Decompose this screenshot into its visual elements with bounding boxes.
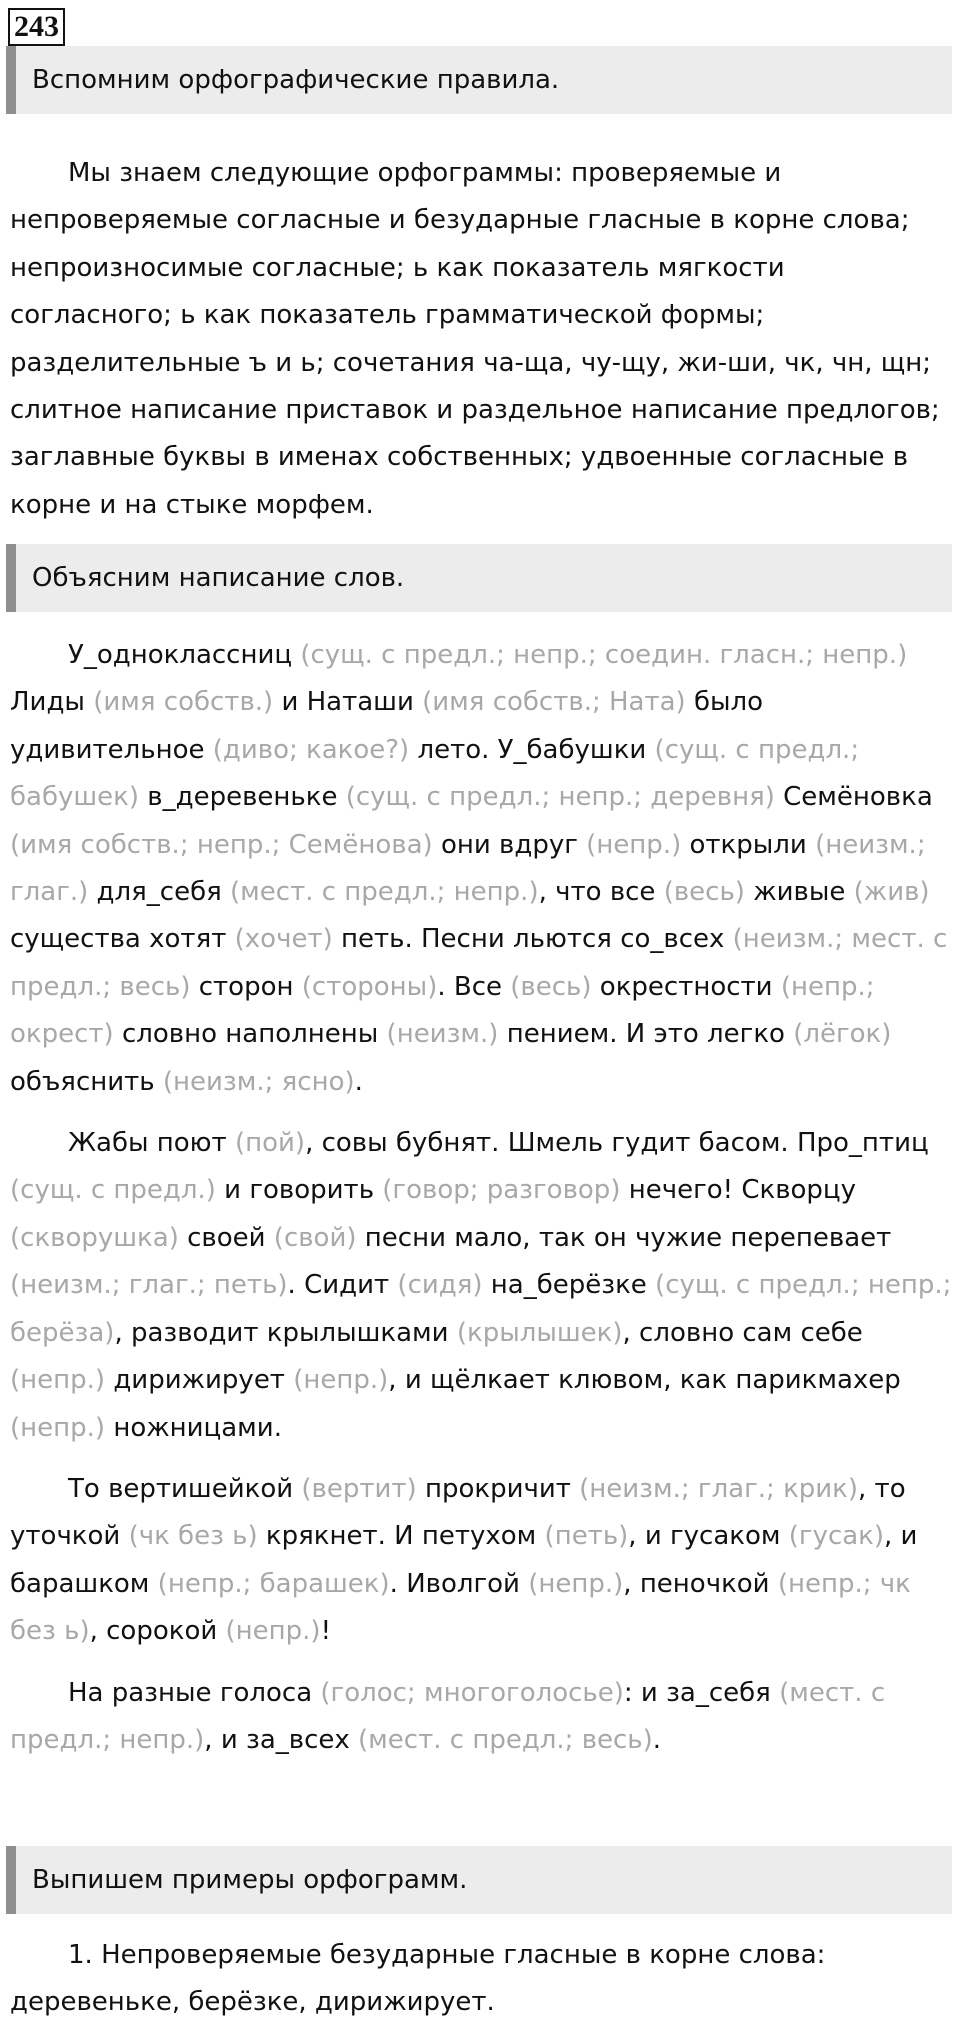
heading-examples: Выпишем примеры орфограмм. (6, 1846, 952, 1914)
text-segment: нечего! (628, 1175, 742, 1206)
text-segment: прокричит (424, 1473, 571, 1504)
text-segment: поют (156, 1128, 227, 1159)
check-note: (имя собств.; непр.; Семёнова) (10, 829, 441, 860)
text-segment: Лиды (10, 687, 85, 718)
text-segment: сорокой (106, 1616, 218, 1647)
text-segment: говорить (249, 1175, 375, 1206)
text-segment: . (389, 1568, 407, 1599)
check-note: (непр.) (284, 1365, 389, 1396)
check-note: (непр.) (519, 1568, 624, 1599)
text-segment: сторон (198, 971, 294, 1002)
text-segment: на_берёзке (490, 1270, 647, 1301)
text-segment: На разные (68, 1677, 220, 1708)
check-note: (жив) (845, 877, 930, 908)
check-note: (говор; разговор) (374, 1175, 629, 1206)
explanation-section (10, 632, 952, 1764)
text-segment: легко (707, 1019, 785, 1050)
text-segment: удивительное (10, 734, 205, 765)
check-note: (мест. с предл.; непр.) (10, 1677, 886, 1755)
text-segment: пением. И это (506, 1019, 708, 1050)
text-segment: То (68, 1473, 109, 1504)
check-note: (неизм.; глаг.; петь) (10, 1270, 288, 1301)
text-segment: . (287, 1270, 305, 1301)
text-segment: . (652, 1724, 662, 1755)
text-segment: барашком (10, 1568, 150, 1599)
check-note: (неизм.; ясно) (154, 1066, 355, 1097)
text-segment: уточкой (10, 1521, 121, 1552)
check-note: (непр.; окрест) (10, 971, 875, 1050)
check-note: (петь) (536, 1521, 629, 1552)
text-segment: себе (800, 1317, 863, 1348)
explanation-paragraph-4 (10, 1670, 952, 1765)
text-segment: со_всех (620, 924, 725, 955)
text-segment: петухом (421, 1521, 537, 1552)
check-note: (сущ. с предл.; непр.; берёза) (10, 1270, 952, 1348)
text-segment: они (440, 829, 500, 860)
text-segment: песни мало, так он (364, 1222, 636, 1253)
text-segment: все (609, 877, 656, 908)
text-segment: открыли (689, 829, 807, 860)
text-segment: дирижирует (113, 1365, 285, 1396)
text-segment: Жабы (68, 1128, 157, 1159)
text-segment: петь. Песни (341, 924, 513, 955)
text-segment: живые (753, 877, 846, 908)
examples-section (10, 1932, 952, 2027)
text-segment: Все (453, 971, 503, 1002)
text-segment: , совы бубнят. Шмель гудит басом. (305, 1128, 797, 1159)
check-note: (сущ. с предл.; бабушек) (10, 734, 860, 813)
text-segment: хотят (149, 924, 227, 955)
check-note: (непр.) (10, 1365, 114, 1396)
text-segment: окрестности (599, 971, 773, 1002)
text-segment: , то (858, 1473, 906, 1504)
text-segment: и (224, 1175, 250, 1206)
text-segment: Иволгой (406, 1568, 520, 1599)
check-note: (свой) (265, 1222, 365, 1253)
text-segment: : и (623, 1677, 667, 1708)
text-segment: , что (538, 877, 610, 908)
text-segment: крякнет. И (265, 1521, 422, 1552)
text-segment: для_себя (96, 877, 222, 908)
text-segment: . (437, 971, 454, 1002)
text-segment: гусаком (670, 1521, 781, 1552)
text-segment: объяснить (10, 1066, 155, 1097)
check-note: (непр.; барашек) (149, 1568, 390, 1599)
text-segment: У_бабушки (497, 734, 647, 765)
check-note: (неизм.) (378, 1019, 507, 1050)
text-segment: , словно сам (622, 1317, 801, 1348)
text-segment: парикмахер (735, 1365, 901, 1396)
check-note: (имя собств.) (84, 687, 282, 718)
check-note: (диво; какое?) (204, 734, 418, 765)
check-note: (неизм.; мест. с предл.; весь) (10, 924, 948, 1002)
text-segment: было (693, 687, 764, 718)
check-note: (гусак) (780, 1521, 885, 1552)
check-note: (скворушка) (10, 1222, 188, 1253)
text-segment: , (623, 1568, 640, 1599)
check-note: (неизм.; глаг.; крик) (570, 1473, 859, 1504)
check-note: (голос; многоголосье) (312, 1677, 624, 1708)
check-note: (весь) (655, 877, 754, 908)
check-note: (имя собств.; Ната) (413, 687, 694, 718)
check-note: (стороны) (293, 971, 438, 1002)
text-segment: . (354, 1066, 363, 1097)
check-note: (крылышек) (456, 1317, 623, 1348)
heading-rules: Вспомним орфографические правила. (6, 46, 952, 114)
explanation-paragraph-2 (10, 1120, 952, 1452)
text-segment: Наташи (306, 687, 414, 718)
text-segment: , и (884, 1521, 918, 1552)
text-segment: перепевает (730, 1222, 892, 1253)
check-note: (сущ. с предл.; непр.; соедин. гласн.; непр.) (292, 640, 908, 670)
check-note: (неизм.; глаг.) (10, 829, 926, 908)
text-segment: , и щёлкает клювом, как (388, 1365, 736, 1396)
text-segment: вертишейкой (108, 1473, 294, 1504)
text-segment: в_деревеньке (147, 782, 338, 813)
check-note: (сущ. с предл.) (10, 1175, 225, 1206)
explanation-paragraph-3 (10, 1466, 952, 1656)
text-segment: , (89, 1616, 107, 1647)
heading-explain: Объясним написание слов. (6, 544, 952, 612)
text-segment: ножницами. (113, 1412, 282, 1443)
text-segment: существа (10, 924, 150, 955)
text-segment: за_всех (246, 1724, 350, 1755)
check-note: (непр.; чк без ь) (10, 1568, 911, 1647)
text-segment: Сидит (304, 1270, 390, 1301)
text-segment: Скворцу (741, 1175, 857, 1206)
check-note: (вертит) (293, 1473, 425, 1504)
text-segment: за_себя (666, 1677, 771, 1708)
text-segment: Про_птиц (796, 1128, 929, 1159)
text-segment: голоса (219, 1677, 313, 1708)
rules-paragraph: Мы знаем следующие орфограммы: проверяемые и непроверяемые согласные и безударные гласные в корне слова; непроизносимые согласные; ь как показатель мягкости согласного; ь как показатель грамматической формы; разделительные ъ и ь; сочетания ча-ща, чу-щу, жи-ши, чк, чн, щн; слитное написание приставок и раздельное написание предлогов; заглавные буквы в именах собственных; удвоенные согласные в корне и на стыке морфем. (10, 158, 940, 520)
check-note: (хочет) (226, 924, 341, 955)
text-segment: ! (320, 1616, 332, 1647)
check-note: (мест. с предл.; непр.) (221, 877, 539, 908)
text-segment: , разводит крылышками (114, 1317, 457, 1348)
explanation-paragraph-1 (10, 632, 952, 1106)
rules-section (10, 150, 952, 529)
check-note: (сидя) (389, 1270, 491, 1301)
text-segment: вдруг (499, 829, 578, 860)
text-segment: пеночкой (639, 1568, 770, 1599)
text-segment: наполнены (225, 1019, 379, 1050)
check-note: (непр.) (577, 829, 690, 860)
text-segment: У_одноклассниц (68, 640, 293, 670)
examples-paragraph: 1. Непроверяемые безударные гласные в корне слова: деревеньке, берёзке, дирижирует. (10, 1940, 826, 2018)
text-segment: чужие (635, 1222, 731, 1253)
text-segment: , и (628, 1521, 670, 1552)
check-note: (весь) (502, 971, 600, 1002)
exercise-number: 243 (8, 8, 65, 46)
check-note: (лёгок) (784, 1019, 892, 1050)
text-segment: , и (204, 1724, 246, 1755)
text-segment: своей (187, 1222, 266, 1253)
text-segment: лето. (417, 734, 498, 765)
check-note: (непр.) (217, 1616, 321, 1647)
check-note: (чк без ь) (120, 1521, 266, 1552)
check-note: (пой) (226, 1128, 306, 1159)
check-note: (сущ. с предл.; непр.; деревня) (337, 782, 784, 813)
check-note: (непр.) (10, 1412, 114, 1443)
text-segment: словно (121, 1019, 226, 1050)
text-segment: льются (513, 924, 621, 955)
check-note: (мест. с предл.; весь) (349, 1724, 653, 1755)
text-segment: и (281, 687, 307, 718)
text-segment: Семёновка (783, 782, 933, 813)
